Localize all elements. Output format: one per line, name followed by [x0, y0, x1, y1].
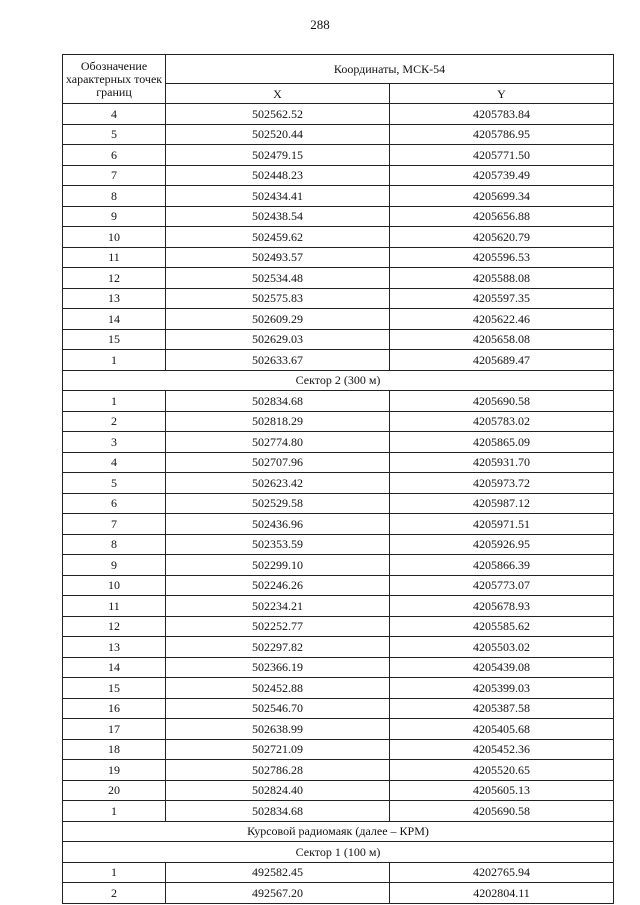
x-coordinate-cell: 502818.29: [166, 411, 390, 432]
x-coordinate-cell: 502824.40: [166, 780, 390, 801]
point-number-cell: 7: [63, 514, 166, 535]
x-coordinate-cell: 502252.77: [166, 616, 390, 637]
x-coordinate-cell: 502629.03: [166, 329, 390, 350]
x-coordinate-cell: 502448.23: [166, 165, 390, 186]
point-number-cell: 13: [63, 288, 166, 309]
y-coordinate-cell: 4205771.50: [390, 145, 614, 166]
table-row: [63, 760, 614, 781]
table-row: [63, 104, 614, 125]
page-number: 288: [310, 17, 330, 32]
section-header-row: [63, 821, 614, 842]
table-row: [63, 124, 614, 145]
x-coordinate-cell: 502520.44: [166, 124, 390, 145]
y-coordinate-cell: 4205452.36: [390, 739, 614, 760]
table-row: [63, 801, 614, 822]
x-coordinate-cell: 502546.70: [166, 698, 390, 719]
x-coordinate-cell: 502562.52: [166, 104, 390, 125]
x-coordinate-cell: 502721.09: [166, 739, 390, 760]
y-column-header: Y: [390, 84, 614, 104]
y-coordinate-cell: 4205926.95: [390, 534, 614, 555]
table-row: [63, 780, 614, 801]
point-number-cell: 8: [63, 534, 166, 555]
x-coordinate-cell: 502534.48: [166, 268, 390, 289]
point-number-cell: 9: [63, 206, 166, 227]
point-number-cell: 5: [63, 473, 166, 494]
table-row: [63, 883, 614, 904]
section-header-row: [63, 370, 614, 391]
point-number-cell: 8: [63, 186, 166, 207]
point-number-cell: 9: [63, 555, 166, 576]
x-coordinate-cell: 502633.67: [166, 350, 390, 371]
point-designation-header: Обозначение характерных точек границ: [63, 55, 166, 104]
y-coordinate-cell: 4205520.65: [390, 760, 614, 781]
y-coordinate-cell: 4205620.79: [390, 227, 614, 248]
y-coordinate-cell: 4205783.84: [390, 104, 614, 125]
y-coordinate-cell: 4205865.09: [390, 432, 614, 453]
table-row: [63, 288, 614, 309]
table-row: [63, 268, 614, 289]
point-number-cell: 15: [63, 678, 166, 699]
table-row: [63, 329, 614, 350]
y-coordinate-cell: 4205699.34: [390, 186, 614, 207]
point-number-cell: 15: [63, 329, 166, 350]
x-coordinate-cell: 502529.58: [166, 493, 390, 514]
y-coordinate-cell: 4205866.39: [390, 555, 614, 576]
y-coordinate-cell: 4205405.68: [390, 719, 614, 740]
point-number-cell: 12: [63, 616, 166, 637]
x-coordinate-cell: 502707.96: [166, 452, 390, 473]
x-coordinate-cell: 502438.54: [166, 206, 390, 227]
x-coordinate-cell: 502834.68: [166, 391, 390, 412]
y-coordinate-cell: 4205973.72: [390, 473, 614, 494]
y-coordinate-cell: 4205971.51: [390, 514, 614, 535]
x-coordinate-cell: 502493.57: [166, 247, 390, 268]
table-row: [63, 452, 614, 473]
y-coordinate-cell: 4205439.08: [390, 657, 614, 678]
y-coordinate-cell: 4205596.53: [390, 247, 614, 268]
table-row: [63, 432, 614, 453]
point-number-cell: 14: [63, 309, 166, 330]
x-column-header: X: [166, 84, 390, 104]
x-coordinate-cell: 502638.99: [166, 719, 390, 740]
point-number-cell: 2: [63, 411, 166, 432]
table-body: [63, 104, 614, 904]
point-number-cell: 7: [63, 165, 166, 186]
coordinates-table: [62, 54, 614, 904]
coordinates-system-header: Координаты, МСК-54: [166, 55, 614, 84]
point-number-cell: 16: [63, 698, 166, 719]
y-coordinate-cell: 4202765.94: [390, 862, 614, 883]
table-row: [63, 719, 614, 740]
y-coordinate-cell: 4205399.03: [390, 678, 614, 699]
y-coordinate-cell: 4205503.02: [390, 637, 614, 658]
x-coordinate-cell: 502366.19: [166, 657, 390, 678]
section-title: Сектор 1 (100 м): [63, 842, 614, 863]
point-number-cell: 6: [63, 145, 166, 166]
x-coordinate-cell: 502452.88: [166, 678, 390, 699]
section-header-row: [63, 842, 614, 863]
table-row: [63, 493, 614, 514]
y-coordinate-cell: 4205678.93: [390, 596, 614, 617]
point-number-cell: 19: [63, 760, 166, 781]
table-row: [63, 575, 614, 596]
point-number-cell: 6: [63, 493, 166, 514]
x-coordinate-cell: 502834.68: [166, 801, 390, 822]
point-number-cell: 11: [63, 247, 166, 268]
x-coordinate-cell: 502436.96: [166, 514, 390, 535]
y-coordinate-cell: 4205585.62: [390, 616, 614, 637]
x-coordinate-cell: 502299.10: [166, 555, 390, 576]
x-coordinate-cell: 502479.15: [166, 145, 390, 166]
table-row: [63, 596, 614, 617]
table-row: [63, 514, 614, 535]
y-coordinate-cell: 4205931.70: [390, 452, 614, 473]
x-coordinate-cell: 502353.59: [166, 534, 390, 555]
x-coordinate-cell: 502575.83: [166, 288, 390, 309]
table-row: [63, 739, 614, 760]
y-coordinate-cell: 4205689.47: [390, 350, 614, 371]
y-coordinate-cell: 4205773.07: [390, 575, 614, 596]
table-row: [63, 227, 614, 248]
x-coordinate-cell: 502297.82: [166, 637, 390, 658]
point-number-cell: 13: [63, 637, 166, 658]
point-number-cell: 4: [63, 452, 166, 473]
point-number-cell: 17: [63, 719, 166, 740]
y-coordinate-cell: 4205622.46: [390, 309, 614, 330]
y-coordinate-cell: 4205588.08: [390, 268, 614, 289]
section-title: Сектор 2 (300 м): [63, 370, 614, 391]
table-row: [63, 862, 614, 883]
table-row: [63, 206, 614, 227]
table-row: [63, 616, 614, 637]
table-row: [63, 309, 614, 330]
y-coordinate-cell: 4205658.08: [390, 329, 614, 350]
point-number-cell: 10: [63, 227, 166, 248]
point-number-cell: 20: [63, 780, 166, 801]
x-coordinate-cell: 502459.62: [166, 227, 390, 248]
y-coordinate-cell: 4205786.95: [390, 124, 614, 145]
point-number-cell: 4: [63, 104, 166, 125]
point-number-cell: 12: [63, 268, 166, 289]
table-row: [63, 678, 614, 699]
table-row: [63, 534, 614, 555]
y-coordinate-cell: 4205690.58: [390, 391, 614, 412]
table-row: [63, 350, 614, 371]
table-row: [63, 165, 614, 186]
point-number-cell: 14: [63, 657, 166, 678]
y-coordinate-cell: 4205597.35: [390, 288, 614, 309]
table-row: [63, 473, 614, 494]
y-coordinate-cell: 4205739.49: [390, 165, 614, 186]
y-coordinate-cell: 4205783.02: [390, 411, 614, 432]
point-number-cell: 11: [63, 596, 166, 617]
section-title: Курсовой радиомаяк (далее – КРМ): [63, 821, 614, 842]
table-row: [63, 698, 614, 719]
y-coordinate-cell: 4205605.13: [390, 780, 614, 801]
point-number-cell: 1: [63, 801, 166, 822]
point-number-cell: 1: [63, 391, 166, 412]
y-coordinate-cell: 4202804.11: [390, 883, 614, 904]
table-row: [63, 411, 614, 432]
x-coordinate-cell: 502774.80: [166, 432, 390, 453]
point-number-cell: 1: [63, 350, 166, 371]
point-number-cell: 3: [63, 432, 166, 453]
table-row: [63, 186, 614, 207]
point-number-cell: 2: [63, 883, 166, 904]
y-coordinate-cell: 4205387.58: [390, 698, 614, 719]
x-coordinate-cell: 502609.29: [166, 309, 390, 330]
point-number-cell: 10: [63, 575, 166, 596]
point-number-cell: 5: [63, 124, 166, 145]
point-number-cell: 18: [63, 739, 166, 760]
x-coordinate-cell: 492582.45: [166, 862, 390, 883]
y-coordinate-cell: 4205690.58: [390, 801, 614, 822]
table-row: [63, 145, 614, 166]
x-coordinate-cell: 492567.20: [166, 883, 390, 904]
x-coordinate-cell: 502246.26: [166, 575, 390, 596]
point-number-cell: 1: [63, 862, 166, 883]
x-coordinate-cell: 502434.41: [166, 186, 390, 207]
table-row: [63, 391, 614, 412]
x-coordinate-cell: 502234.21: [166, 596, 390, 617]
y-coordinate-cell: 4205987.12: [390, 493, 614, 514]
x-coordinate-cell: 502623.42: [166, 473, 390, 494]
table-row: [63, 657, 614, 678]
table-row: [63, 247, 614, 268]
table-row: [63, 637, 614, 658]
x-coordinate-cell: 502786.28: [166, 760, 390, 781]
table-row: [63, 555, 614, 576]
y-coordinate-cell: 4205656.88: [390, 206, 614, 227]
